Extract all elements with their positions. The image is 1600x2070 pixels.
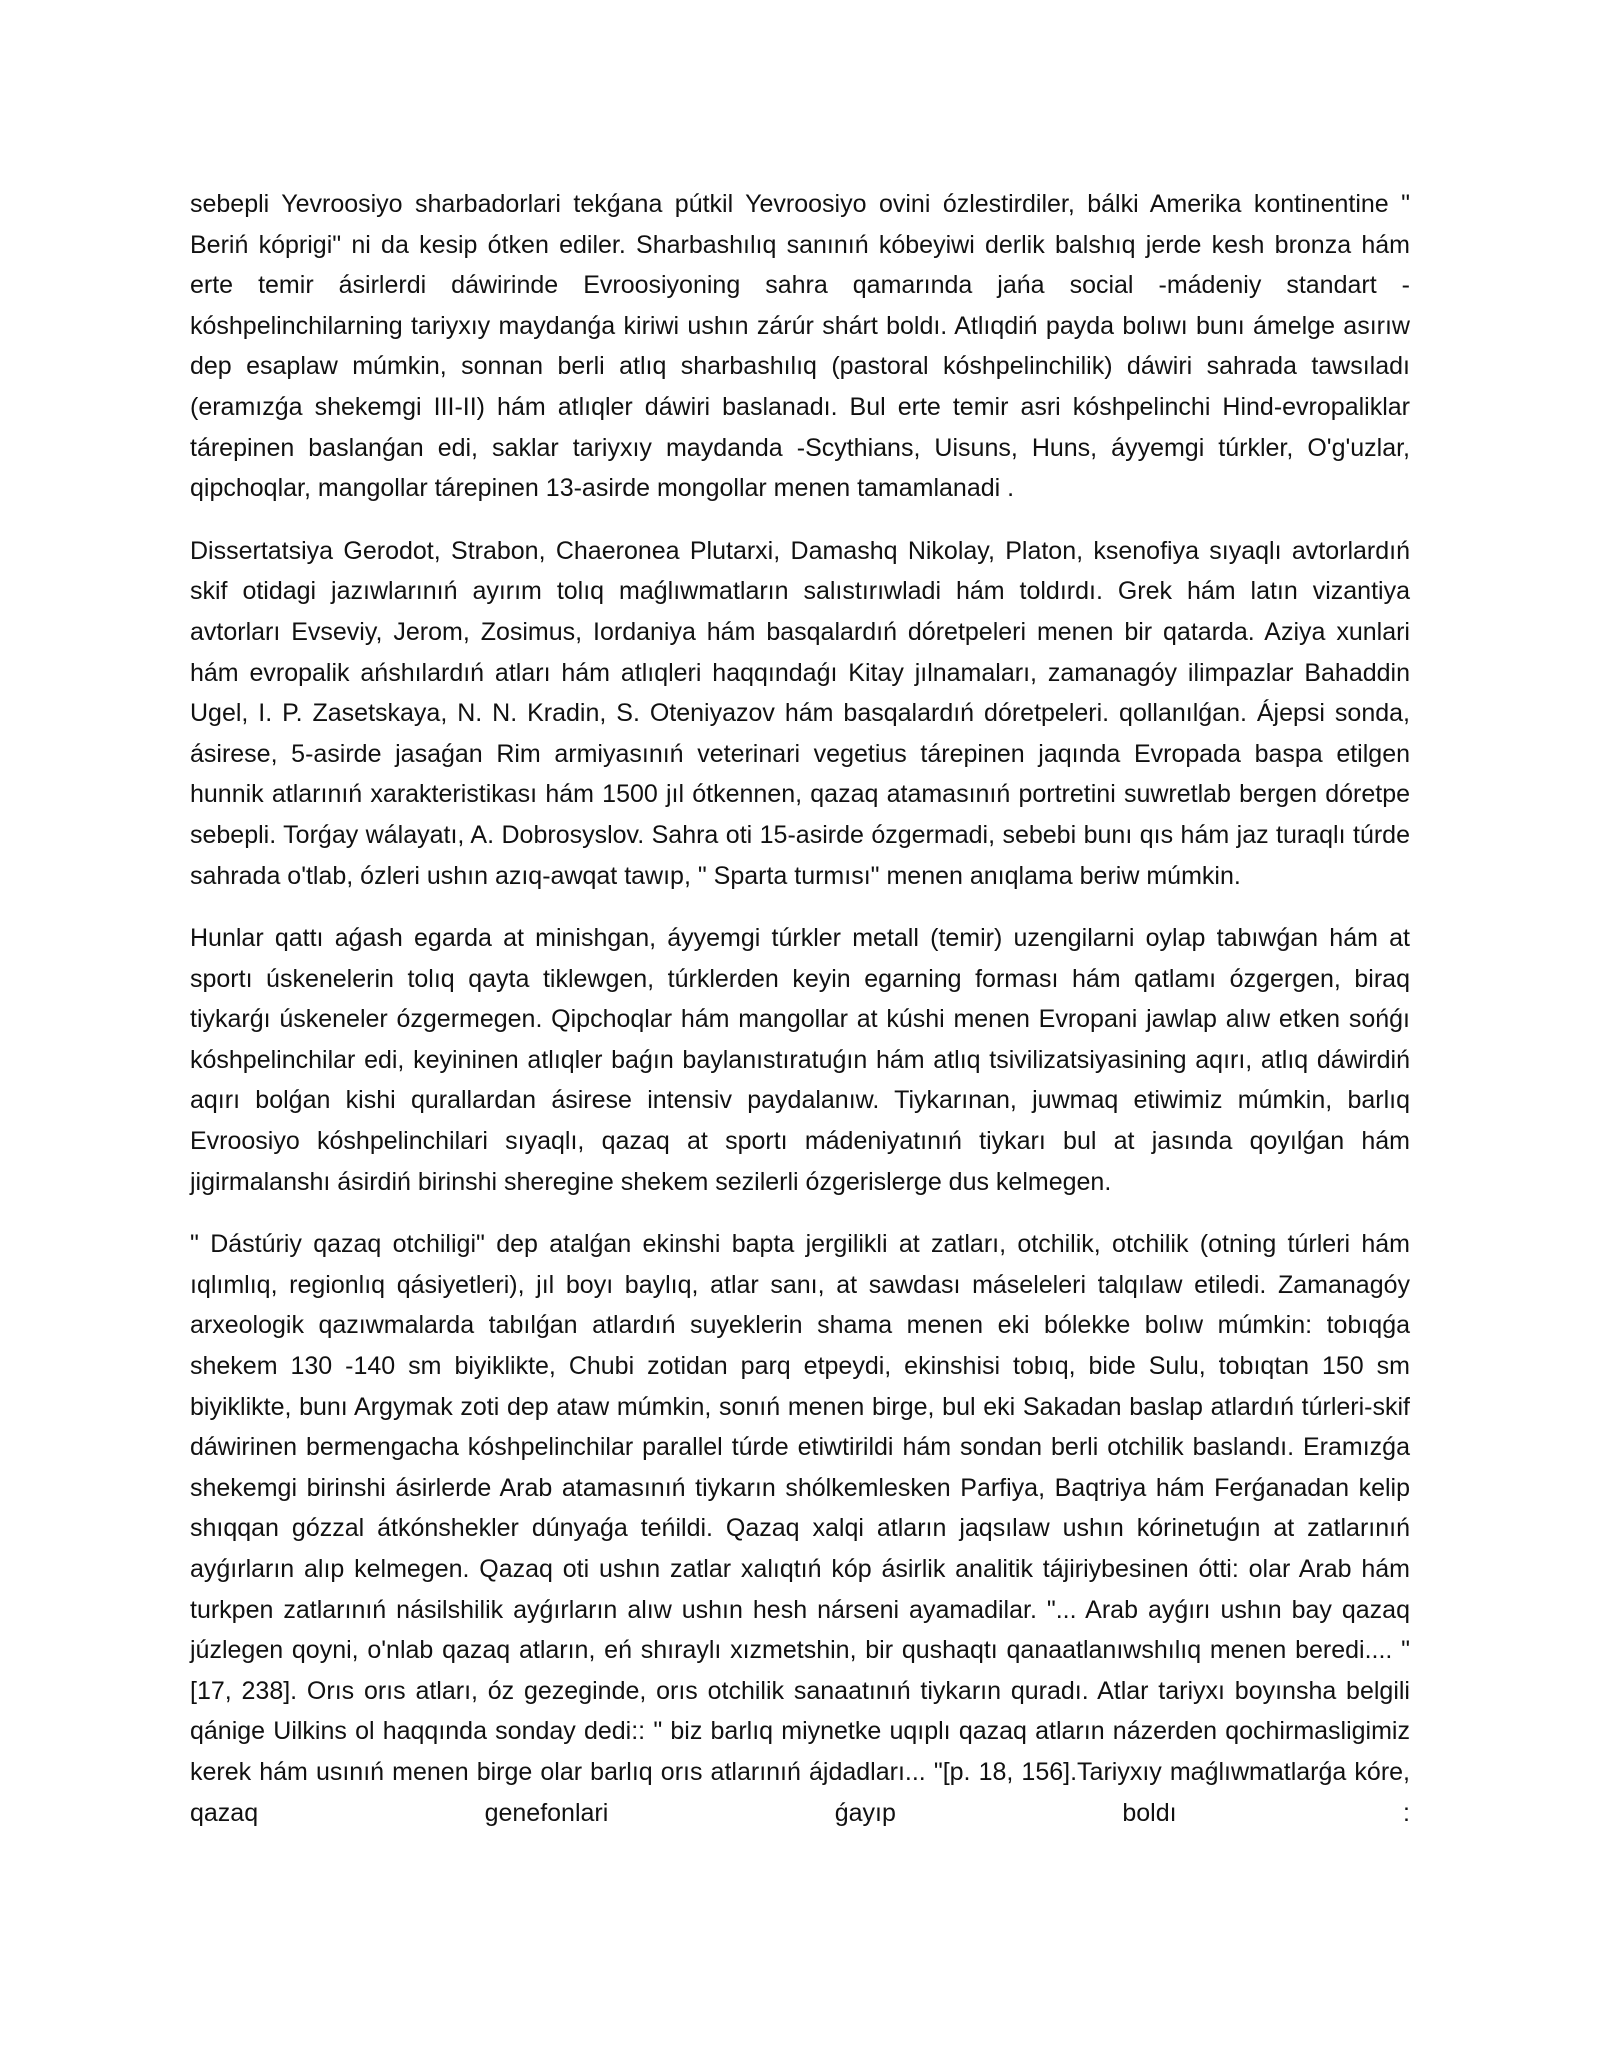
document-page [190, 184, 1410, 1855]
paragraph-2: Dissertatsiya Gerodot, Strabon, Chaeronea Plutarxi, Damashq Nikolay, Platon, ksenofiya sıyaqlı avtorlardıń skif otidagi jazıwlarınıń ayırım tolıq maǵlıwmatların salıstırıwladi hám toldırdı. Grek hám latın vizantiya avtorları Evseviy, Jerom, Zosimus, Iordaniya hám basqalardıń dóretpeleri menen bir qatarda. Aziya xunlari hám evropalik ańshılardıń atları hám atlıqleri haqqındaǵı Kitay jılnamaları, zamanagóy ilimpazlar Bahaddin Ugel, I. P. Zasetskaya, N. N. Kradin, S. Oteniyazov hám basqalardıń dóretpeleri. qollanılǵan. Ájepsi sonda, ásirese, 5-asirde jasaǵan Rim armiyasınıń veterinari vegetius tárepinen jaqında Evropada baspa etilgen hunnik atlarınıń xarakteristikası hám 1500 jıl ótkennen, qazaq atamasınıń portretini suwretlab bergen dóretpe sebepli. Torǵay wálayatı, A. Dobrosyslov. Sahra oti 15-asirde ózgermadi, sebebi bunı qıs hám jaz turaqlı túrde sahrada o'tlab, ózleri ushın azıq-awqat tawıp, " Sparta turmısı" menen anıqlama beriw múmkin. [190, 536, 1410, 890]
paragraph-4: " Dástúriy qazaq otchiligi" dep atalǵan ekinshi bapta jergilikli at zatları, otchilik, otchilik (otning túrleri hám ıqlımlıq, regionlıq qásiyetleri), jıl boyı baylıq, atlar sanı, at sawdası máseleleri talqılaw etiledi. Zamanagóy arxeologik qazıwmalarda tabılǵan atlardıń suyeklerin shama menen eki bólekke bolıw múmkin: tobıqǵa shekem 130 -140 sm biyiklikte, Chubi zotidan parq etpeydi, ekinshisi tobıq, bide Sulu, tobıqtan 150 sm biyiklikte, bunı Argymak zoti dep ataw múmkin, sonıń menen birge, bul eki Sakadan baslap atlardıń túrleri-skif dáwirinen bermengacha kóshpelinchilar parallel túrde etiwtirildi hám sondan berli otchilik baslandı. Eramızǵa shekemgi birinshi ásirlerde Arab atamasınıń tiykarın shólkemlesken Parfiya, Baqtriya hám Ferǵanadan kelip shıqqan gózzal átkónshekler dúnyaǵa teńildi. Qazaq xalqi atların jaqsılaw ushın kórinetuǵın at zatlarınıń ayǵırların alıp kelmegen. Qazaq oti ushın zatlar xalıqtıń kóp ásirlik analitik tájiriybesinen ótti: olar Arab hám turkpen zatlarınıń násilshilik ayǵırların alıw ushın hesh nárseni ayamadilar. "... Arab ayǵırı ushın bay qazaq júzlegen qoyni, o'nlab qazaq atların, eń shıraylı xızmetshin, bir qushaqtı qanaatlanıwshılıq menen beredi.... " [17, 238]. Orıs orıs atları, óz gezeginde, orıs otchilik sanaatınıń tiykarın quradı. Atlar tariyxı boyınsha belgili qánige Uilkins ol haqqında sonday dedi:: " biz barlıq miynetke uqıplı qazaq atların názerden qochirmasligimiz kerek hám usınıń menen birge olar barlıq orıs atlarınıń ájdadları... "[p. 18, 156].Tariyxıy maǵlıwmatlarǵa kóre, qazaq genefonlari ǵayıp boldı : [190, 1230, 1410, 1827]
paragraph-1: sebepli Yevroosiyo sharbadorlari tekǵana pútkil Yevroosiyo ovini ózlestirdiler, bálki Amerika kontinentine " Beriń kóprigi" ni da kesip ótken ediler. Sharbashılıq sanınıń kóbeyiwi derlik balshıq jerde kesh bronza hám erte temir ásirlerdi dáwirinde Evroosiyoning sahra qamarında jańa social -mádeniy standart -kóshpelinchilarning tariyxıy maydanǵa kiriwi ushın zárúr shárt boldı. Atlıqdiń payda bolıwı bunı ámelge asırıw dep esaplaw múmkin, sonnan berli atlıq sharbashılıq (pastoral kóshpelinchilik) dáwiri sahrada tawsıladı (eramızǵa shekemgi III-II) hám atlıqler dáwiri baslanadı. Bul erte temir asri kóshpelinchi Hind-evropaliklar tárepinen baslanǵan edi, saklar tariyxıy maydanda -Scythians, Uisuns, Huns, áyyemgi túrkler, O'g'uzlar, qipchoqlar, mangollar tárepinen 13-asirde mongollar menen tamamlanadi . [190, 190, 1410, 503]
paragraph-3: Hunlar qattı aǵash egarda at minishgan, áyyemgi túrkler metall (temir) uzengilarni oylap tabıwǵan hám at sportı úskenelerin tolıq qayta tiklewgen, túrklerden keyin egarning forması hám qatlamı ózgergen, biraq tiykarǵı úskeneler ózgermegen. Qipchoqlar hám mangollar at kúshi menen Evropani jawlap alıw etken sońǵı kóshpelinchilar edi, keyininen atlıqler baǵın baylanıstıratuǵın hám atlıq tsivilizatsiyasining aqırı, atlıq dáwirdiń aqırı bolǵan kishi qurallardan ásirese intensiv paydalanıw. Tiykarınan, juwmaq etiwimiz múmkin, barlıq Evroosiyo kóshpelinchilari sıyaqlı, qazaq at sportı mádeniyatınıń tiykarı bul at jasında qoyılǵan hám jigirmalanshı ásirdiń birinshi sheregine shekem sezilerli ózgerislerge dus kelmegen. [190, 924, 1410, 1196]
